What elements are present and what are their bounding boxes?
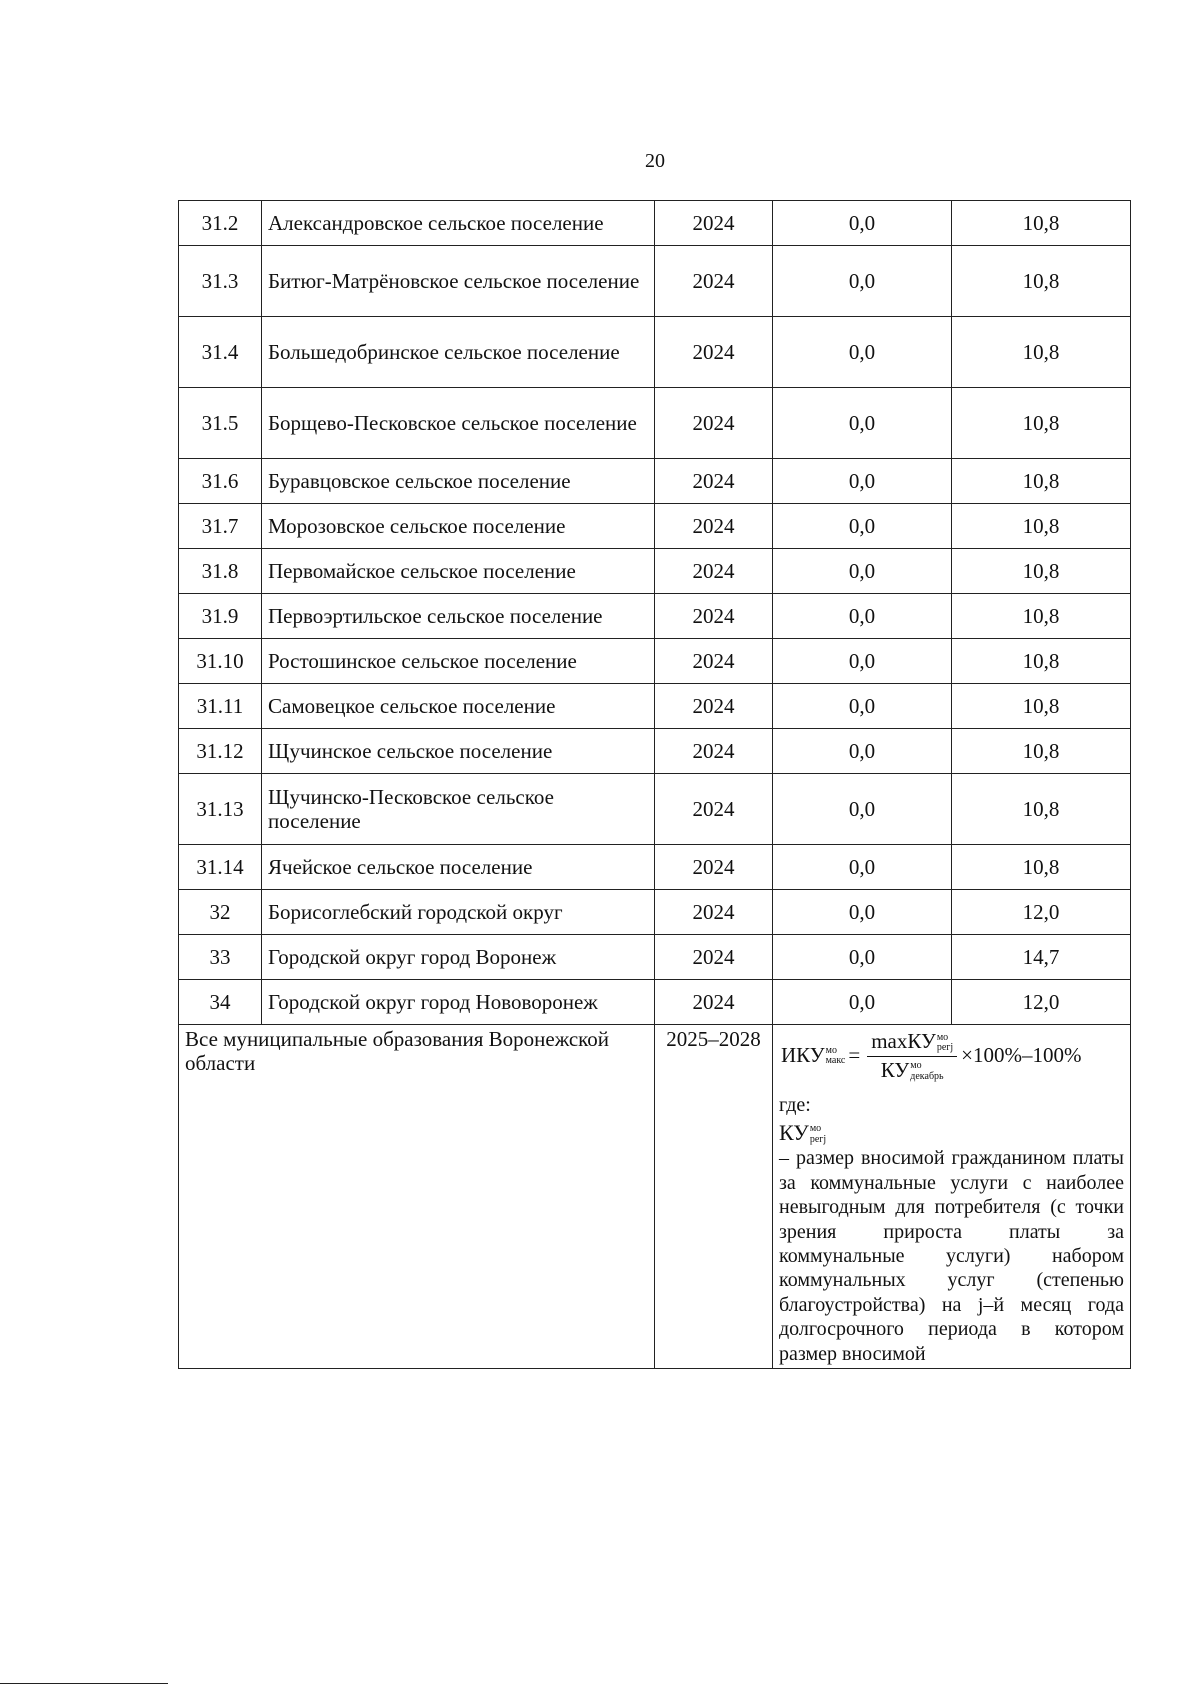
row-value-a: 0,0: [773, 774, 952, 845]
term-symbol: КУ мо регj: [779, 1119, 827, 1145]
row-year: 2024: [655, 845, 773, 890]
formula-lhs: ИКУ: [781, 1043, 825, 1068]
row-year: 2024: [655, 246, 773, 317]
table-row: [179, 729, 1131, 774]
row-value-a: 0,0: [773, 388, 952, 459]
row-value-b: 10,8: [952, 388, 1131, 459]
row-number: 31.12: [179, 729, 262, 774]
table-row: [179, 459, 1131, 504]
row-year: 2024: [655, 729, 773, 774]
row-year: 2024: [655, 980, 773, 1025]
table-row: [179, 845, 1131, 890]
row-value-a: 0,0: [773, 459, 952, 504]
formula-denominator: КУ мо декабрь: [880, 1057, 944, 1082]
row-value-b: 10,8: [952, 774, 1131, 845]
row-value-b: 10,8: [952, 246, 1131, 317]
row-value-a: 0,0: [773, 594, 952, 639]
row-year: 2024: [655, 504, 773, 549]
row-value-a: 0,0: [773, 890, 952, 935]
footer-rule: [0, 1683, 168, 1684]
row-number: 31.8: [179, 549, 262, 594]
municipality-name: Борисоглебский городской округ: [262, 890, 655, 935]
municipality-name: Борщево-Песковское сельское поселение: [262, 388, 655, 459]
row-value-a: 0,0: [773, 729, 952, 774]
row-value-b: 10,8: [952, 459, 1131, 504]
row-year: 2024: [655, 594, 773, 639]
municipality-name: Битюг-Матрёновское сельское поселение: [262, 246, 655, 317]
row-year: 2024: [655, 890, 773, 935]
term-explanation: – размер вносимой гражданином платы за коммунальные услуги с наиболее невыгодным для потребителя (с точки зрения прироста платы за коммунальные услуги) набором коммунальных услуг (степенью благоустройства) на j–й месяц года долгосрочного периода в котором размер вносимой: [779, 1147, 1124, 1365]
table-row: [179, 594, 1131, 639]
row-value-b: 14,7: [952, 935, 1131, 980]
row-year: 2024: [655, 774, 773, 845]
row-value-a: 0,0: [773, 845, 952, 890]
row-year: 2024: [655, 684, 773, 729]
row-value-a: 0,0: [773, 549, 952, 594]
table-row: [179, 639, 1131, 684]
row-number: 31.13: [179, 774, 262, 845]
table-row-all-municipalities: [179, 1025, 1131, 1369]
table-row: [179, 317, 1131, 388]
table-row: [179, 935, 1131, 980]
row-number: 31.11: [179, 684, 262, 729]
row-number: 32: [179, 890, 262, 935]
formula: [781, 1029, 1124, 1083]
all-municipalities-cell: Все муниципальные образования Воронежской области: [179, 1025, 655, 1369]
row-year: 2024: [655, 317, 773, 388]
row-number: 34: [179, 980, 262, 1025]
row-year: 2024: [655, 549, 773, 594]
table-row: [179, 774, 1131, 845]
row-value-b: 10,8: [952, 639, 1131, 684]
row-value-b: 10,8: [952, 845, 1131, 890]
municipality-name: Буравцовское сельское поселение: [262, 459, 655, 504]
municipality-name: Городской округ город Нововоронеж: [262, 980, 655, 1025]
page-number: 20: [645, 150, 665, 172]
row-number: 31.14: [179, 845, 262, 890]
row-value-b: 10,8: [952, 317, 1131, 388]
row-number: 31.2: [179, 201, 262, 246]
row-number: 31.10: [179, 639, 262, 684]
row-value-b: 10,8: [952, 729, 1131, 774]
row-value-a: 0,0: [773, 684, 952, 729]
row-number: 31.3: [179, 246, 262, 317]
row-value-a: 0,0: [773, 980, 952, 1025]
row-value-a: 0,0: [773, 201, 952, 246]
row-number: 31.4: [179, 317, 262, 388]
municipality-name: Городской округ город Воронеж: [262, 935, 655, 980]
row-value-b: 12,0: [952, 980, 1131, 1025]
where-label: где:: [779, 1094, 811, 1117]
municipality-name: Первоэртильское сельское поселение: [262, 594, 655, 639]
municipality-name: Самовецкое сельское поселение: [262, 684, 655, 729]
row-value-b: 10,8: [952, 549, 1131, 594]
row-value-a: 0,0: [773, 504, 952, 549]
table-row: [179, 504, 1131, 549]
row-year: 2024: [655, 201, 773, 246]
row-number: 31.9: [179, 594, 262, 639]
formula-numerator: maxКУ мо регj: [867, 1029, 957, 1057]
row-value-b: 10,8: [952, 594, 1131, 639]
municipality-name: Александровское сельское поселение: [262, 201, 655, 246]
row-value-a: 0,0: [773, 639, 952, 684]
row-year: 2024: [655, 935, 773, 980]
row-value-a: 0,0: [773, 317, 952, 388]
row-number: 31.5: [179, 388, 262, 459]
row-value-b: 10,8: [952, 504, 1131, 549]
row-value-a: 0,0: [773, 246, 952, 317]
row-year: 2024: [655, 388, 773, 459]
table-row: [179, 246, 1131, 317]
years-range-cell: 2025–2028: [655, 1025, 773, 1369]
municipality-name: Щучинское сельское поселение: [262, 729, 655, 774]
municipality-name: Морозовское сельское поселение: [262, 504, 655, 549]
table-row: [179, 980, 1131, 1025]
row-number: 31.6: [179, 459, 262, 504]
row-value-b: 12,0: [952, 890, 1131, 935]
municipality-table: [178, 200, 1131, 1369]
table-row: [179, 549, 1131, 594]
formula-lhs-indices: мо макс: [825, 1044, 846, 1067]
row-number: 33: [179, 935, 262, 980]
row-value-b: 10,8: [952, 684, 1131, 729]
municipality-name: Первомайское сельское поселение: [262, 549, 655, 594]
table-row: [179, 201, 1131, 246]
municipality-name: Ячейское сельское поселение: [262, 845, 655, 890]
row-year: 2024: [655, 459, 773, 504]
formula-equals: =: [848, 1043, 861, 1068]
table-row: [179, 684, 1131, 729]
municipality-name: Большедобринское сельское поселение: [262, 317, 655, 388]
row-value-b: 10,8: [952, 201, 1131, 246]
table-row: [179, 388, 1131, 459]
formula-fraction: [867, 1029, 957, 1083]
row-number: 31.7: [179, 504, 262, 549]
row-value-a: 0,0: [773, 935, 952, 980]
table-row: [179, 890, 1131, 935]
formula-tail: ×100%–100%: [961, 1043, 1082, 1068]
municipality-name: Щучинско-Песковское сельское поселение: [262, 774, 655, 845]
row-year: 2024: [655, 639, 773, 684]
municipality-name: Ростошинское сельское поселение: [262, 639, 655, 684]
formula-cell: [773, 1025, 1131, 1369]
